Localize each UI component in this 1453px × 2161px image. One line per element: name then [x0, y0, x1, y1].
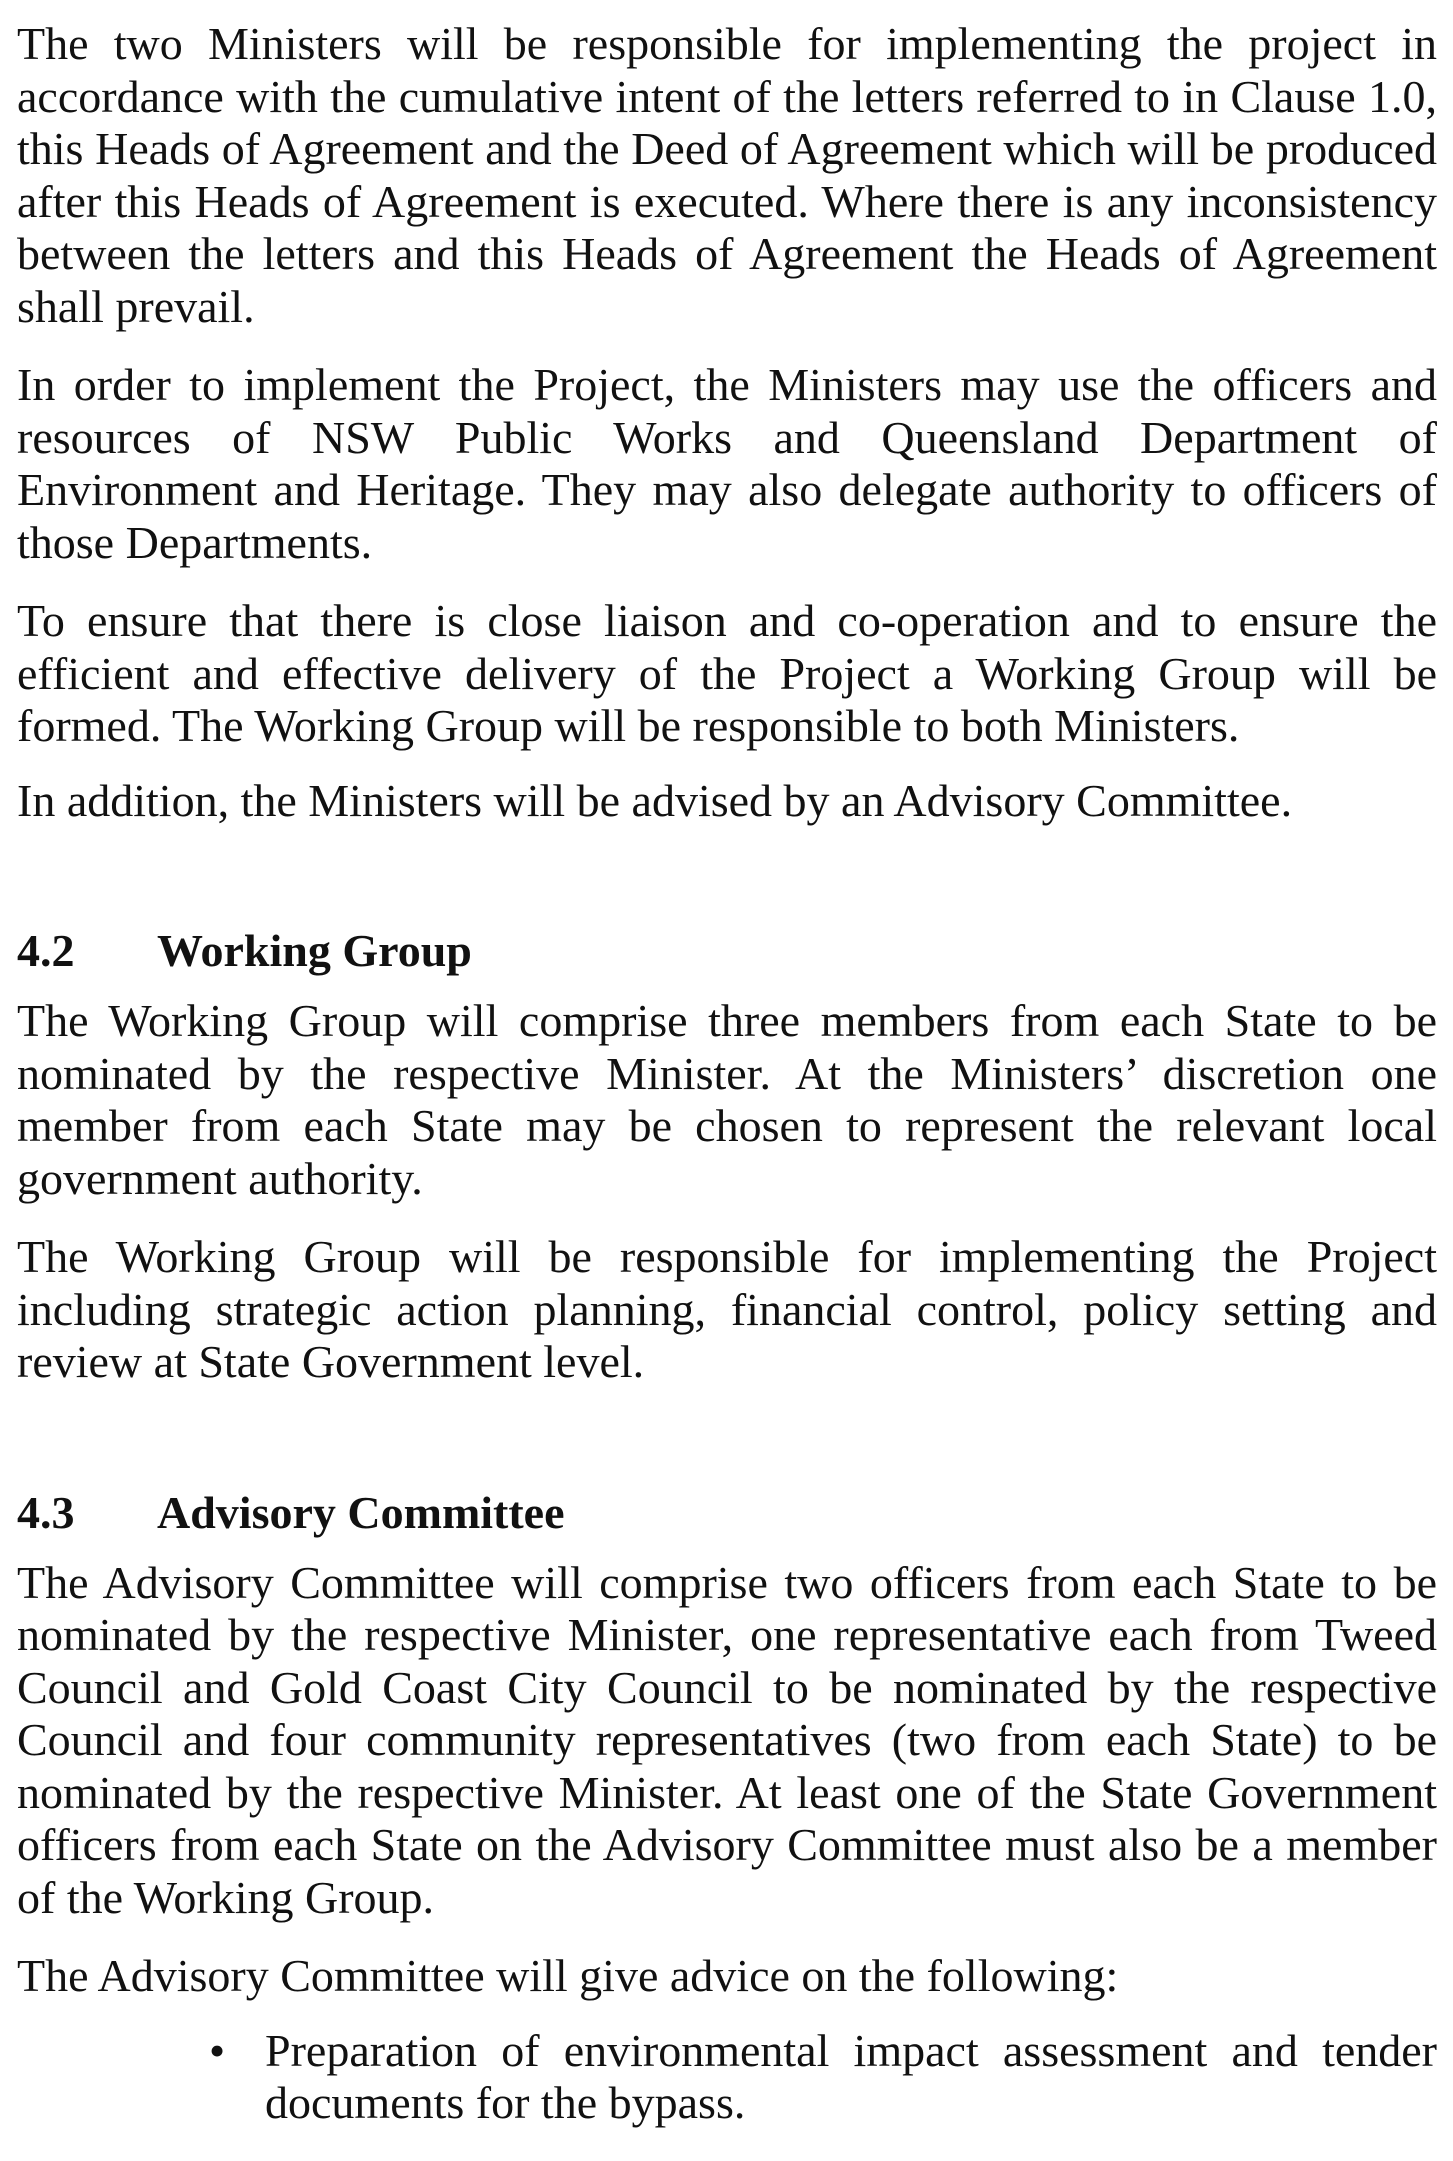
section-title: Advisory Committee	[157, 1486, 565, 1538]
document-page	[17, 18, 1437, 2130]
section-title: Working Group	[157, 925, 472, 976]
list-item-text: Preparation of environmental impact assessment and tender documents for the bypass.	[265, 2024, 1437, 2128]
advisory-paragraph-advice-intro: The Advisory Committee will give advice on the following:	[17, 1950, 1119, 2001]
bullet-icon: •	[209, 2024, 226, 2076]
advice-bullet-list	[17, 2025, 1437, 2130]
intro-paragraph-advisory: In addition, the Ministers will be advised by an Advisory Committee.	[17, 774, 1293, 826]
list-item	[201, 2025, 1437, 2130]
advisory-paragraph-composition: The Advisory Committee will comprise two officers from each State to be nominated by the respective Minister, one representative each from Tweed Council and Gold Coast City Council to be nominated by the respective Council and four community representatives (two from each State) to be nominated by the respective Minister. At least one of the State Government officers from each State on the Advisory Committee must also be a member of the Working Group.	[17, 1556, 1437, 1923]
intro-paragraph-resources: In order to implement the Project, the Ministers may use the officers and resources of NSW Public Works and Queensland Department of Environment and Heritage. They may also delegate authority to officers of those Departments.	[17, 359, 1437, 568]
section-heading-advisory-committee	[17, 1487, 1437, 1539]
intro-paragraph-responsibility: The two Ministers will be responsible for implementing the project in accordance with the cumulative intent of the letters referred to in Clause 1.0, this Heads of Agreement and the Deed of Agreement which will be produced after this Heads of Agreement is executed. Where there is any inconsistency between the letters and this Heads of Agreement the Heads of Agreement shall prevail.	[17, 18, 1437, 332]
working-group-paragraph-responsibility: The Working Group will be responsible for implementing the Project including strategic action planning, financial control, policy setting and review at State Government level.	[17, 1231, 1437, 1387]
section-spacer	[17, 1415, 1437, 1487]
section-number: 4.3	[17, 1486, 75, 1538]
section-number: 4.2	[17, 925, 75, 976]
section-spacer	[17, 853, 1437, 925]
section-heading-working-group	[17, 925, 1437, 977]
working-group-paragraph-composition: The Working Group will comprise three members from each State to be nominated by the respective Minister. At the Ministers’ discretion one member from each State may be chosen to represent the relevant local government authority.	[17, 995, 1437, 1204]
intro-paragraph-working-group: To ensure that there is close liaison and co-operation and to ensure the efficient and effective delivery of the Project a Working Group will be formed. The Working Group will be responsible to both Ministers.	[17, 595, 1437, 751]
